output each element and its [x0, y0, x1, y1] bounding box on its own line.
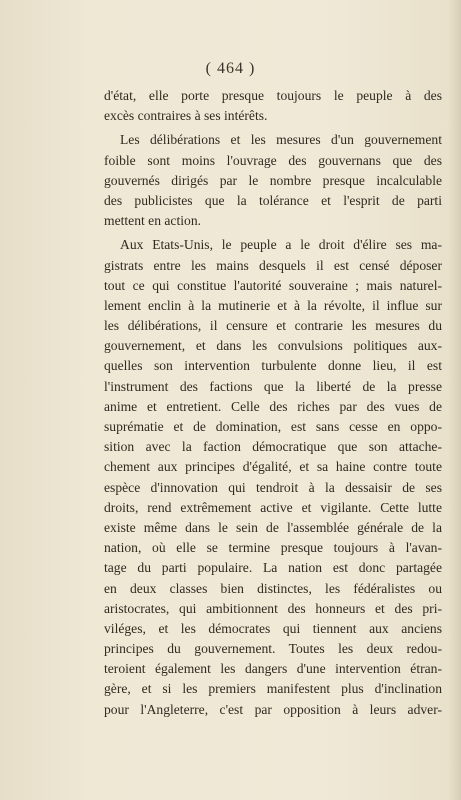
text-line: en deux classes bien distinctes, les fédéralistes ou [104, 580, 442, 596]
text-line: aristocrates, qui ambitionnent des honneurs et des pri- [104, 600, 442, 616]
paragraph [104, 86, 442, 126]
text-line: Aux Etats-Unis, le peuple a le droit d'élire ses ma- [120, 237, 442, 253]
text-line: gouvernés dirigés par le nombre presque incalculable [104, 172, 442, 188]
text-line: lement enclin à la mutinerie et à la révolte, il influe sur [104, 297, 442, 313]
text-line: sition avec la faction démocratique que son attache- [104, 439, 442, 455]
text-line: l'instrument des factions que la liberté de la presse [104, 378, 442, 394]
text-line: mettent en action. [104, 213, 202, 229]
text-line: excès contraires à ses intérêts. [104, 108, 268, 124]
text-line: droits, rend extrêmement active et vigilante. Cette lutte [104, 499, 442, 515]
text-line: teroient également les dangers d'une intervention étran- [104, 661, 442, 677]
text-line: gère, et si les premiers manifestent plus d'inclination [104, 681, 442, 697]
text-line: principes du gouvernement. Toutes les deux redou- [104, 641, 442, 657]
text-line: tage du parti populaire. La nation est donc partagée [104, 560, 442, 576]
text-line: espèce d'innovation qui tendroit à la dessaisir de ses [104, 479, 442, 495]
text-line: des publicistes que la tolérance et l'esprit de parti [104, 192, 442, 208]
text-line: les délibérations, il censure et contrarie les mesures du [104, 318, 442, 334]
text-line: quelles son intervention turbulente donne lieu, il est [104, 358, 442, 374]
text-line: viléges, et les démocrates qui tiennent aux anciens [104, 620, 442, 636]
text-line: suprématie et de domination, est sans cesse en oppo- [104, 419, 442, 434]
text-line: gouvernement, et dans les convulsions politiques aux- [104, 338, 442, 354]
page-number: ( 464 ) [205, 60, 256, 77]
page-edge-shadow [449, 0, 461, 800]
text-line: nation, où elle se termine presque toujours à l'avan- [104, 540, 442, 556]
body-text [104, 86, 442, 720]
text-line: pour l'Angleterre, c'est par opposition à leurs adver- [104, 701, 442, 717]
text-line: foible sont moins l'ouvrage des gouvernans que des [104, 152, 442, 168]
paragraph [104, 130, 442, 231]
text-line: d'état, elle porte presque toujours le peuple à des [104, 88, 442, 103]
text-line: gistrats entre les mains desquels il est censé déposer [104, 257, 442, 273]
text-line: anime et entretient. Celle des riches par des vues de [104, 398, 442, 414]
text-line: Les délibérations et les mesures d'un gouvernement [120, 132, 442, 148]
text-line: tout ce qui constitue l'autorité souveraine ; mais naturel- [104, 277, 442, 293]
paragraph [104, 235, 442, 720]
text-line: existe même dans le sein de l'assemblée générale de la [104, 519, 442, 535]
text-line: chement aux principes d'égalité, et sa haine contre toute [104, 459, 442, 475]
